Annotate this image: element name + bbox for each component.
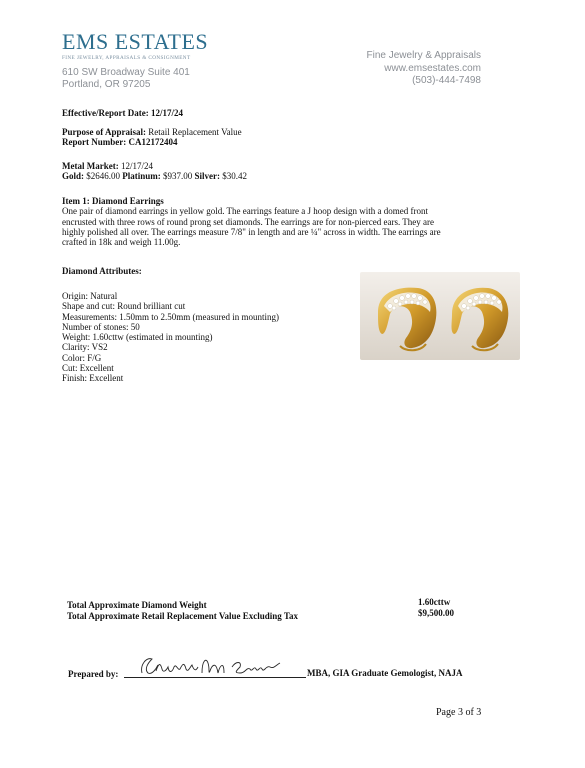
effective-date-value: 12/17/24 xyxy=(150,108,183,118)
diamond-attributes-list xyxy=(62,291,279,384)
contact-line-1: Fine Jewelry & Appraisals xyxy=(366,50,481,61)
gold-value: $2646.00 xyxy=(86,171,121,182)
attribute-item: Weight: 1.60cttw (estimated in mounting) xyxy=(62,332,213,343)
company-address xyxy=(62,67,190,91)
report-number-value: CA12172404 xyxy=(128,137,178,148)
purpose-label: Purpose of Appraisal: xyxy=(62,127,147,137)
report-number-label: Report Number: xyxy=(62,137,127,148)
prepared-by-label: Prepared by: xyxy=(68,669,119,679)
item-description xyxy=(62,196,510,247)
effective-date-label: Effective/Report Date: xyxy=(62,108,149,118)
total-value-value: $9,500.00 xyxy=(418,607,454,618)
purpose-row xyxy=(62,127,242,137)
purpose-value: Retail Replacement Value xyxy=(148,127,242,137)
report-number-row xyxy=(62,137,242,147)
earrings-illustration xyxy=(360,272,520,360)
total-value-label: Total Approximate Retail Replacement Value Excluding Tax xyxy=(67,610,299,621)
item-line-1: One pair of diamond earrings in yellow gold. The earrings feature a J hoop design with a domed front xyxy=(62,206,428,217)
silver-label: Silver: xyxy=(194,171,221,182)
item-title: Item 1: Diamond Earrings xyxy=(62,196,164,206)
logo-tagline: FINE JEWELRY, APPRAISALS & CONSIGNMENT xyxy=(62,55,191,61)
attribute-item: Color: F/G xyxy=(62,352,102,363)
preparer-credentials: MBA, GIA Graduate Gemologist, NAJA xyxy=(307,668,463,678)
handwritten-signature xyxy=(136,651,286,681)
effective-date xyxy=(62,108,183,118)
item-line-3: highly polished all over. The earrings measure 7/8" in length and are ¼" across in width. The earrings are xyxy=(62,226,441,237)
attribute-item: Origin: Natural xyxy=(62,291,118,301)
logo-wordmark: EMS ESTATES xyxy=(62,29,209,54)
metal-market-row xyxy=(62,161,247,171)
total-weight-value: 1.60cttw xyxy=(418,597,451,607)
attribute-item: Number of stones: 50 xyxy=(62,321,140,332)
contact-website: www.emsestates.com xyxy=(384,62,481,74)
item-line-4: crafted in 18k and weigh 11.00g. xyxy=(62,237,181,248)
address-line-1: 610 SW Broadway Suite 401 xyxy=(62,67,190,78)
attribute-item: Cut: Excellent xyxy=(62,363,114,374)
silver-value: $30.42 xyxy=(222,171,248,182)
diamond-attributes-heading xyxy=(62,266,142,276)
item-line-2: encrusted with three rows of round prong set diamonds. The earrings are for non-pierced ears. They are xyxy=(62,216,435,227)
totals-labels xyxy=(67,600,298,621)
diamond-heading-text: Diamond Attributes: xyxy=(62,266,142,276)
metal-market-date: 12/17/24 xyxy=(120,161,153,171)
attribute-item: Clarity: VS2 xyxy=(62,342,108,353)
company-logo xyxy=(62,30,208,61)
metal-prices-row xyxy=(62,171,247,181)
attribute-item: Measurements: 1.50mm to 2.50mm (measured in mounting) xyxy=(62,311,279,322)
attribute-item: Shape and cut: Round brilliant cut xyxy=(62,301,186,312)
page-number: Page 3 of 3 xyxy=(436,707,482,718)
contact-phone: (503)-444-7498 xyxy=(412,75,481,86)
attribute-item: Finish: Excellent xyxy=(62,373,124,384)
purpose-block xyxy=(62,127,242,148)
metal-market-label: Metal Market: xyxy=(62,161,119,171)
platinum-value: $937.00 xyxy=(163,171,193,182)
metal-market-block xyxy=(62,161,247,182)
total-weight-label: Total Approximate Diamond Weight xyxy=(67,600,207,610)
address-line-2: Portland, OR 97205 xyxy=(62,79,151,90)
company-contact xyxy=(367,50,482,88)
totals-values xyxy=(418,597,454,618)
earrings-photo xyxy=(360,272,520,360)
platinum-label: Platinum: xyxy=(122,171,161,182)
gold-label: Gold: xyxy=(62,171,85,182)
